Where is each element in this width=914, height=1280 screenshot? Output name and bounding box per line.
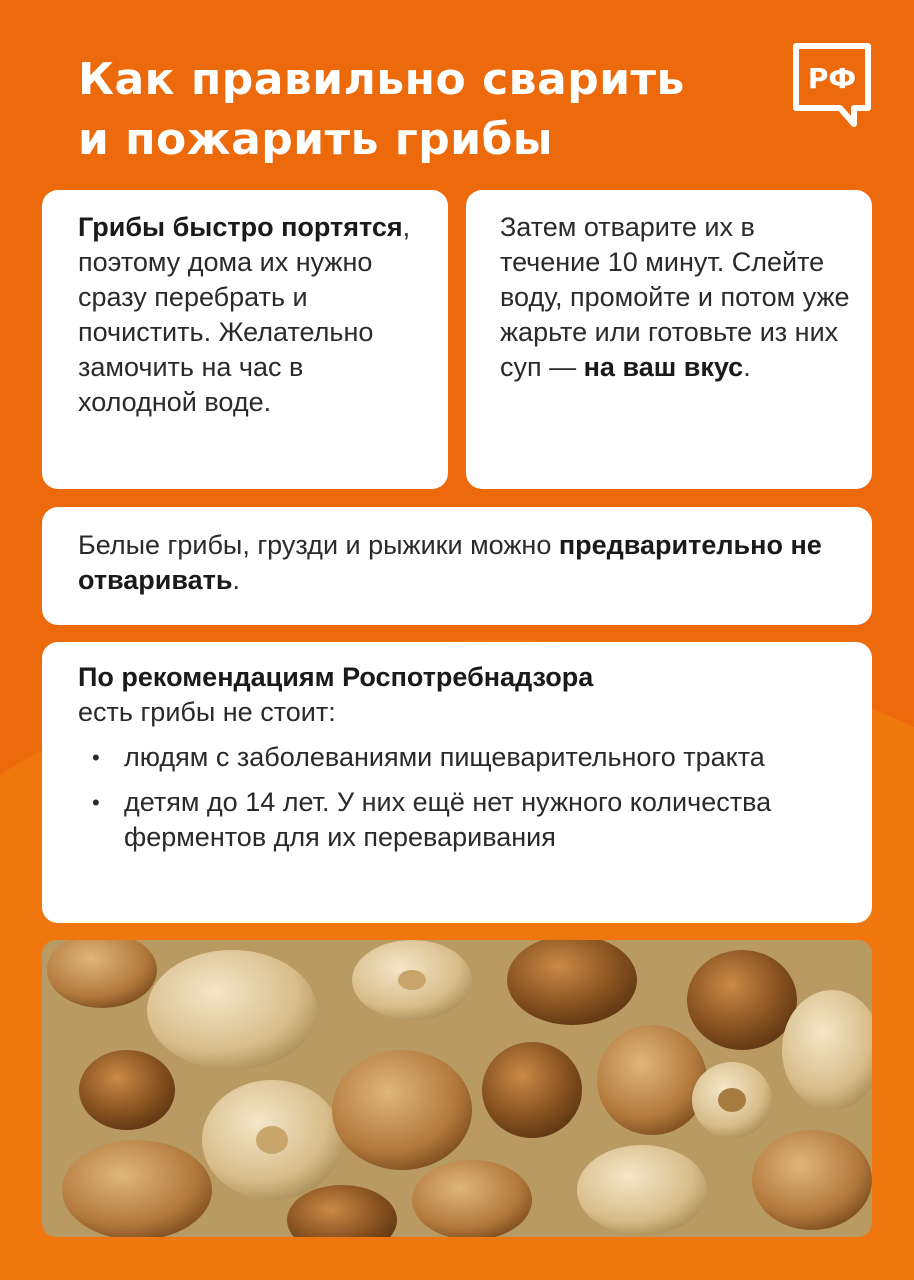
- bullet-text-1: людям с заболеваниями пищеварительного тракта: [124, 742, 765, 772]
- card1-text: , поэтому дома их нужно сразу перебрать и почистить. Желательно замочить на час в холодной воде.: [78, 212, 411, 417]
- card2-end: .: [743, 352, 751, 382]
- bullet-icon: •: [92, 745, 100, 770]
- card3-end: .: [232, 565, 240, 595]
- info-card-recommendations: [42, 642, 872, 923]
- mushrooms-photo: [42, 940, 872, 1237]
- card1-bold: Грибы быстро портятся: [78, 212, 403, 242]
- card4-heading: По рекомендациям Роспотребнадзора: [78, 662, 594, 692]
- speech-bubble-icon: [792, 42, 872, 128]
- page-title: [78, 50, 758, 170]
- card2-text: Затем отварите их в течение 10 минут. Слейте воду, промойте и потом уже жарьте или готовьте из них суп —: [500, 212, 850, 382]
- rf-logo: [792, 42, 872, 128]
- list-item: [78, 740, 842, 775]
- info-card-exceptions: [42, 507, 872, 625]
- card3-bold: предварительно не отваривать: [78, 530, 822, 595]
- title-line-1: Как правильно сварить: [78, 54, 685, 105]
- logo-text: РФ: [807, 62, 857, 95]
- card3-text: Белые грибы, грузди и рыжики можно: [78, 530, 559, 560]
- bullet-icon: •: [92, 790, 100, 815]
- bullet-text-2: детям до 14 лет. У них ещё нет нужного количества ферментов для их переваривания: [124, 787, 772, 852]
- card4-subheading: есть грибы не стоит:: [78, 697, 336, 727]
- info-card-storage: [42, 190, 448, 489]
- info-card-boiling: [466, 190, 872, 489]
- card2-bold: на ваш вкус: [583, 352, 744, 382]
- list-item: [78, 785, 842, 855]
- mushrooms-illustration: [42, 940, 872, 1237]
- title-line-2: и пожарить грибы: [78, 114, 554, 165]
